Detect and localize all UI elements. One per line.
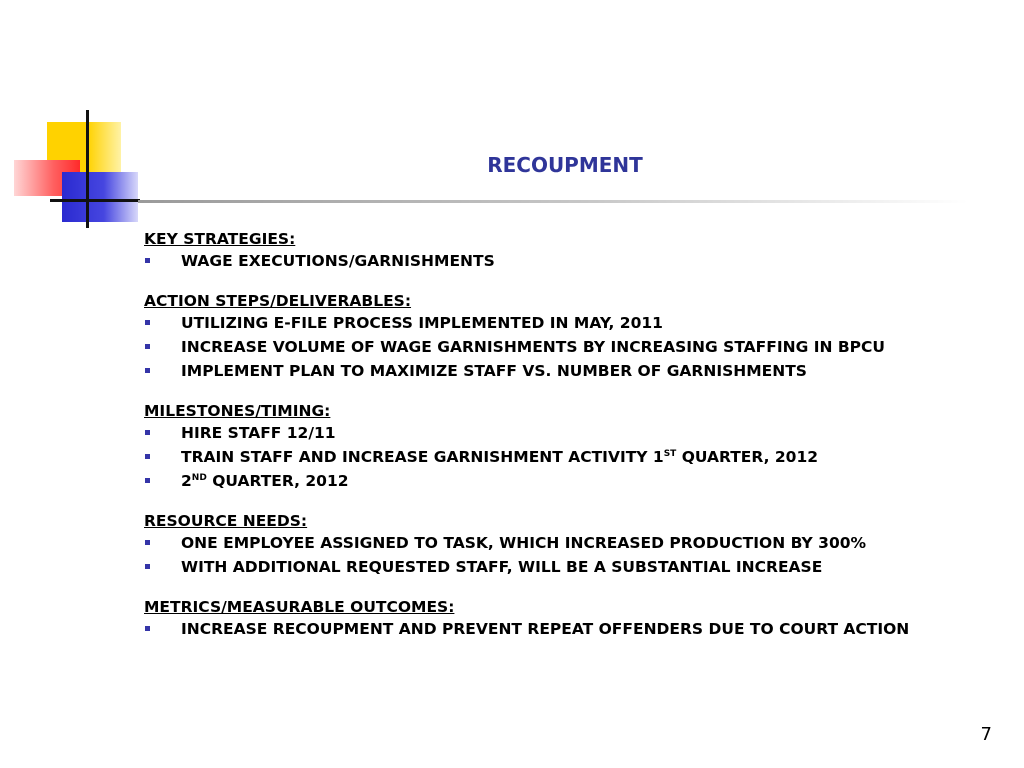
slide-title: RECOUPMENT [487, 153, 643, 177]
bullet-text: 2 [181, 472, 192, 490]
title-divider [138, 200, 968, 203]
bullet-text: TRAIN STAFF AND INCREASE GARNISHMENT ACTIVITY 1 [181, 448, 664, 466]
bullet-item [144, 472, 964, 490]
section-action-steps [144, 292, 964, 380]
bullet-item: INCREASE VOLUME OF WAGE GARNISHMENTS BY INCREASING STAFFING IN BPCU [144, 338, 964, 356]
bullet-item [144, 448, 964, 466]
bullet-text: QUARTER, 2012 [206, 472, 349, 490]
bullet-item: INCREASE RECOUPMENT AND PREVENT REPEAT OFFENDERS DUE TO COURT ACTION [144, 620, 964, 638]
slide-content [144, 230, 964, 644]
section-heading: KEY STRATEGIES: [144, 230, 296, 248]
logo-horizontal-line [50, 199, 140, 202]
bullet-item: WITH ADDITIONAL REQUESTED STAFF, WILL BE A SUBSTANTIAL INCREASE [144, 558, 964, 576]
bullet-text: QUARTER, 2012 [676, 448, 819, 466]
section-metrics [144, 598, 964, 638]
section-heading: METRICS/MEASURABLE OUTCOMES: [144, 598, 455, 616]
logo-vertical-line [86, 110, 89, 228]
bullet-item: WAGE EXECUTIONS/GARNISHMENTS [144, 252, 964, 270]
bullet-item: ONE EMPLOYEE ASSIGNED TO TASK, WHICH INCREASED PRODUCTION BY 300% [144, 534, 964, 552]
ordinal-suffix: ND [191, 473, 207, 483]
logo-blue-square [62, 172, 138, 222]
bullet-item: HIRE STAFF 12/11 [144, 424, 964, 442]
ordinal-suffix: ST [663, 449, 677, 459]
section-key-strategies [144, 230, 964, 270]
bullet-item: IMPLEMENT PLAN TO MAXIMIZE STAFF VS. NUMBER OF GARNISHMENTS [144, 362, 964, 380]
section-heading: MILESTONES/TIMING: [144, 402, 331, 420]
section-heading: ACTION STEPS/DELIVERABLES: [144, 292, 412, 310]
section-milestones [144, 402, 964, 490]
bullet-item: UTILIZING E-FILE PROCESS IMPLEMENTED IN MAY, 2011 [144, 314, 964, 332]
slide-logo-graphic [0, 0, 150, 240]
page-number: 7 [980, 724, 992, 745]
section-heading: RESOURCE NEEDS: [144, 512, 308, 530]
section-resource-needs [144, 512, 964, 576]
